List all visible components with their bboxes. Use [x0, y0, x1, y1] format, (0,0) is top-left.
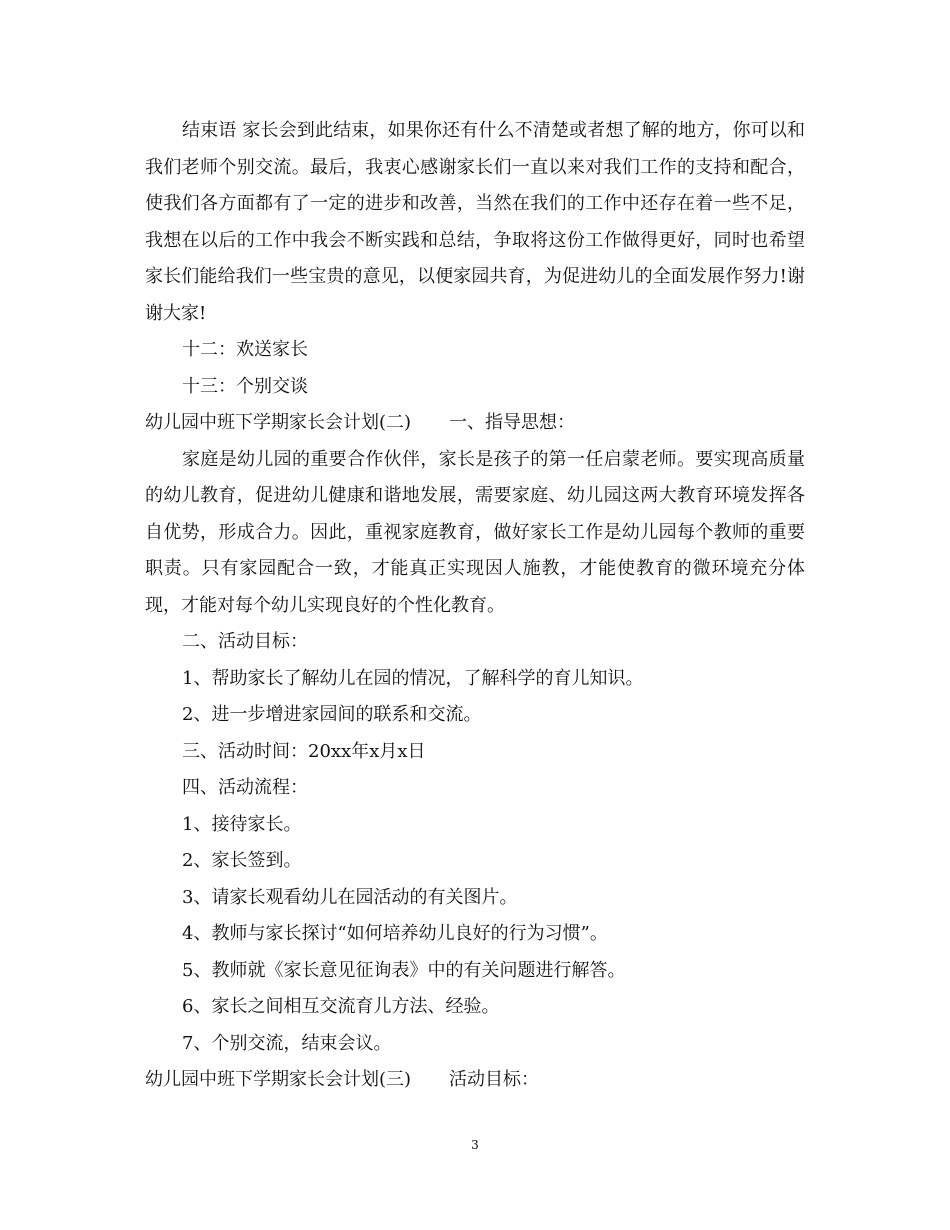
activity-goals-heading: 二、活动目标： — [182, 631, 308, 652]
plan-three-heading: 活动目标： — [449, 1069, 540, 1090]
plan-three-title: 幼儿园中班下学期家长会计划(三) — [145, 1069, 412, 1090]
process-step: 1、接待家长。 — [182, 813, 302, 835]
goal-item: 1、帮助家长了解幼儿在园的情况，了解科学的育儿知识。 — [182, 667, 644, 689]
guiding-thought-paragraph: 家庭是幼儿园的重要合作伙伴，家长是孩子的第一任启蒙老师。要实现高质量的幼儿教育，促进幼儿健康和谐地发展，需要家庭、幼儿园这两大教育环境发挥各自优势，形成合力。因此，重视家庭教育，做好家长工作是幼儿园每个教师的重要职责。只有家园配合一致，才能真正实现因人施教，才能使教育的微环境充分体现，才能对每个幼儿实现良好的个性化教育。 — [145, 448, 805, 616]
process-step: 2、家长签到。 — [182, 850, 302, 871]
activity-time: 三、活动时间：20xx年x月x日 — [182, 740, 426, 762]
plan-two-title-line — [145, 405, 805, 442]
process-step: 5、教师就《家长意见征询表》中的有关问题进行解答。 — [182, 959, 626, 981]
goal-item: 2、进一步增进家园间的联系和交流。 — [182, 704, 482, 725]
closing-remarks-paragraph: 结束语 家长会到此结束，如果你还有什么不清楚或者想了解的地方，你可以和我们老师个别交流。最后，我衷心感谢家长们一直以来对我们工作的支持和配合，使我们各方面都有了一定的进步和改善，当然在我们的工作中还存在着一些不足，我想在以后的工作中我会不断实践和总结，争取将这份工作做得更好，同时也希望家长们能给我们一些宝贵的意见，以便家园共育，为促进幼儿的全面发展作努力!谢谢大家! — [145, 120, 805, 324]
page-number: 3 — [471, 1138, 479, 1152]
process-step: 6、家长之间相互交流育儿方法、经验。 — [182, 996, 500, 1017]
process-step: 7、个别交流，结束会议。 — [182, 1032, 392, 1054]
process-step: 4、教师与家长探讨“如何培养幼儿良好的行为习惯”。 — [182, 923, 608, 944]
item-thirteen: 十三：个别交谈 — [182, 375, 308, 397]
document-body — [145, 113, 805, 1099]
process-step: 3、请家长观看幼儿在园活动的有关图片。 — [182, 886, 518, 908]
plan-two-section1-heading: 一、指导思想： — [449, 412, 576, 433]
activity-process-heading: 四、活动流程： — [182, 777, 308, 798]
plan-two-title: 幼儿园中班下学期家长会计划(二) — [145, 412, 412, 433]
plan-three-title-line — [145, 1062, 805, 1099]
item-twelve: 十二：欢送家长 — [182, 339, 308, 360]
